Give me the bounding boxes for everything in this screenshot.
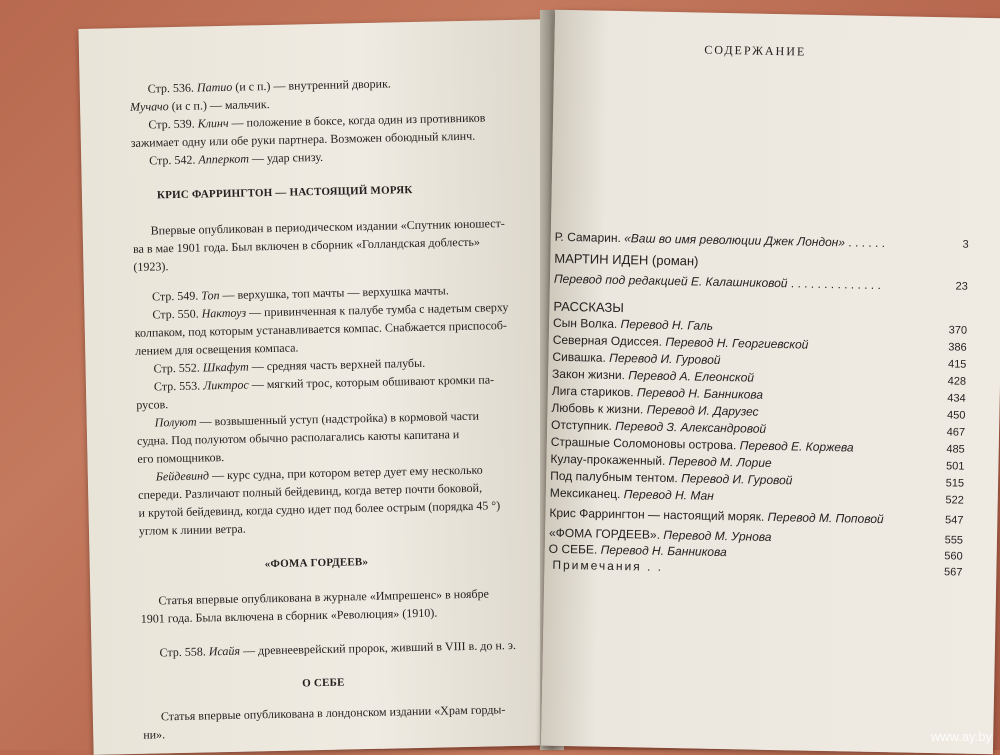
toc-page-number: 501 xyxy=(924,460,964,473)
toc-title: Кулау-прокаженный. xyxy=(550,452,665,468)
toc-entry xyxy=(551,401,758,419)
note-text: углом к линии ветра. xyxy=(139,522,246,538)
toc-page-number: 434 xyxy=(926,392,966,405)
note-term: Нактоуз xyxy=(202,306,247,321)
toc-entry xyxy=(549,506,883,526)
note-line xyxy=(135,318,507,340)
toc-entry xyxy=(551,418,766,436)
toc-entry xyxy=(549,542,727,559)
toc-entry xyxy=(550,469,793,488)
note-term: Исайя xyxy=(209,644,241,659)
note-line xyxy=(130,97,270,114)
note-text: — положение в боксе, когда один из противников xyxy=(228,111,485,130)
note-text: судна. Под полуютом обычно располагались каюты капитана и xyxy=(137,427,459,448)
note-text: зажимает одну или обе руки партнера. Возможен обоюдный клинч. xyxy=(131,129,476,150)
toc-title: Страшные Соломоновы острова. xyxy=(551,435,737,453)
toc-entry xyxy=(555,230,886,250)
contents-title: СОДЕРЖАНИЕ xyxy=(704,43,806,59)
toc-entry xyxy=(552,384,764,402)
toc-translator: Перевод И. Гуровой xyxy=(606,351,721,367)
toc-page-number: 555 xyxy=(923,534,963,547)
toc-translator: Перевод И. Гуровой xyxy=(678,471,793,487)
toc-title: Мексиканец. xyxy=(550,486,621,501)
toc-page-number: 415 xyxy=(926,358,966,371)
toc-page-number: 370 xyxy=(927,324,967,337)
note-text: КРИС ФАРРИНГТОН — НАСТОЯЩИЙ МОРЯК xyxy=(157,184,413,201)
note-prefix: Стр. 553. xyxy=(154,378,204,393)
toc-page-number: 467 xyxy=(925,426,965,439)
toc-title: Примечания xyxy=(552,558,642,574)
toc-page-number: 3 xyxy=(929,238,969,251)
note-text: и крутой бейдевинд, когда судно идет под более острым (порядка 45 °) xyxy=(138,498,500,520)
toc-page-number: 428 xyxy=(926,375,966,388)
note-prefix: Стр. 539. xyxy=(148,117,198,132)
note-text: спереди. Различают полный бейдевинд, когда ветер почти боковой, xyxy=(138,481,482,502)
note-prefix: Стр. 558. xyxy=(159,644,209,659)
toc-entry xyxy=(552,350,720,367)
toc-leader-dots: . . xyxy=(642,559,664,573)
note-text: Статья впервые опубликована в лондонском издании «Храм горды- xyxy=(161,702,506,723)
note-prefix: Стр. 550. xyxy=(152,306,202,321)
note-text: Статья впервые опубликована в журнале «Импрешенс» в ноябре xyxy=(158,587,489,608)
note-text: О СЕБЕ xyxy=(302,677,345,690)
note-line xyxy=(141,606,438,626)
note-text: — курс судна, при котором ветер дует ему несколько xyxy=(209,463,483,483)
note-line xyxy=(138,498,500,520)
toc-page-number: 522 xyxy=(924,494,964,507)
note-term: Полуют xyxy=(155,415,197,430)
note-text: 1901 года. Была включена в сборник «Революция» (1910). xyxy=(141,606,438,626)
note-line xyxy=(161,702,506,723)
toc-page-number: 386 xyxy=(927,341,967,354)
note-line xyxy=(137,450,224,466)
toc-title: Крис Фаррингтон — настоящий моряк. xyxy=(549,506,764,524)
section-heading xyxy=(302,676,345,691)
toc-entry xyxy=(549,526,772,544)
toc-entry xyxy=(553,333,809,352)
toc-translator: Перевод З. Александровой xyxy=(612,419,767,436)
note-prefix: Стр. 536. xyxy=(148,81,198,96)
section-heading xyxy=(265,555,369,571)
toc-title: РАССКАЗЫ xyxy=(553,299,624,315)
note-line xyxy=(154,372,494,393)
note-text: лением для освещения компаса. xyxy=(135,340,299,357)
note-term: Клинч xyxy=(198,116,229,131)
left-book-page xyxy=(78,19,563,755)
toc-page-number: 450 xyxy=(925,409,965,422)
note-line xyxy=(133,259,168,274)
note-line xyxy=(153,356,425,376)
toc-entry xyxy=(552,558,663,574)
toc-entry xyxy=(550,452,771,470)
toc-translator: Перевод А. Елеонской xyxy=(625,368,754,384)
note-line xyxy=(149,150,323,168)
toc-title: Любовь к жизни. xyxy=(551,401,643,417)
note-text: (и с п.) — внутренний дворик. xyxy=(232,76,391,93)
note-line xyxy=(138,481,482,502)
toc-translator: Перевод М. Поповой xyxy=(764,510,884,526)
note-line xyxy=(139,522,246,538)
toc-page-number: 560 xyxy=(923,550,963,563)
toc-translator: Перевод под редакцией Е. Калашниковой xyxy=(554,272,788,290)
toc-title: Отступник. xyxy=(551,418,612,433)
note-text: ни». xyxy=(143,727,165,741)
toc-entry xyxy=(550,486,714,503)
toc-entry xyxy=(551,435,854,455)
note-text: русов. xyxy=(136,397,168,412)
note-line xyxy=(156,463,483,484)
note-line xyxy=(152,283,449,303)
toc-title: Р. Самарин. xyxy=(555,230,621,245)
toc-title: МАРТИН ИДЕН (роман) xyxy=(554,251,698,269)
note-text: «ФОМА ГОРДЕЕВ» xyxy=(265,556,369,570)
note-line xyxy=(136,397,168,412)
note-text: — древнееврейский пророк, живший в VIII в. до н. э. xyxy=(240,638,516,658)
note-term: Патио xyxy=(197,80,233,95)
toc-entry xyxy=(554,272,881,292)
note-line xyxy=(143,727,165,741)
note-text: Впервые опубликован в периодическом издании «Спутник юношест- xyxy=(151,216,505,237)
note-line xyxy=(148,76,391,95)
toc-translator: Перевод М. Лорие xyxy=(665,454,772,470)
note-line xyxy=(158,587,489,608)
note-text: — возвышенный уступ (надстройка) в кормовой части xyxy=(196,409,479,429)
toc-entry xyxy=(554,252,698,269)
note-prefix: Стр. 549. xyxy=(152,288,202,303)
toc-title: Под палубным тентом. xyxy=(550,469,678,485)
toc-title: О СЕБЕ. xyxy=(549,542,598,557)
toc-page-number: 485 xyxy=(925,443,965,456)
toc-title: Сивашка. xyxy=(552,350,606,365)
toc-translator: Перевод И. Дарузес xyxy=(643,402,759,418)
note-text: его помощников. xyxy=(137,450,224,466)
note-line xyxy=(135,340,299,357)
note-term: Бейдевинд xyxy=(156,468,209,483)
toc-page-number: 547 xyxy=(923,514,963,527)
note-text: — верхушка, топ мачты — верхушка мачты. xyxy=(219,283,449,302)
note-prefix: Стр. 542. xyxy=(149,153,199,168)
toc-translator: Перевод Н. Георгиевской xyxy=(662,335,809,352)
toc-title: Сын Волка. xyxy=(553,316,617,331)
note-text: — удар снизу. xyxy=(249,150,323,166)
note-prefix: Стр. 552. xyxy=(153,360,203,375)
section-heading xyxy=(157,183,413,202)
note-line xyxy=(155,409,480,430)
note-term: Ликтрос xyxy=(203,378,249,393)
toc-translator: Перевод Е. Коржева xyxy=(736,438,854,454)
note-text: (и с п.) — мальчик. xyxy=(169,97,270,113)
note-text: ва в мае 1901 года. Был включен в сборник «Голландская доблесть» xyxy=(133,235,480,256)
toc-leader-dots: . . . . . . xyxy=(845,235,885,250)
toc-title: Закон жизни. xyxy=(552,367,625,382)
toc-title: Лига стариков. xyxy=(552,384,634,400)
note-text: — средняя часть верхней палубы. xyxy=(249,356,426,374)
note-term: Топ xyxy=(201,288,220,302)
note-line xyxy=(131,129,476,150)
note-text: — мягкий трос, которым обшивают кромки па- xyxy=(249,372,495,391)
toc-entry xyxy=(552,367,754,385)
toc-title: «ФОМА ГОРДЕЕВ». xyxy=(549,526,660,542)
right-book-page xyxy=(541,10,1000,755)
toc-translator: Перевод Н. Банникова xyxy=(597,543,727,559)
note-text: колпаком, под которым устанавливается компас. Снабжается приспособ- xyxy=(135,318,507,340)
toc-translator: «Ваш во имя революции Джек Лондон» xyxy=(621,231,845,249)
note-term: Апперкот xyxy=(198,151,249,166)
toc-leader-dots: . . . . . . . . . . . . . . xyxy=(787,276,881,292)
toc-page-number: 23 xyxy=(928,280,968,293)
note-line xyxy=(133,235,480,256)
toc-entry xyxy=(553,300,624,315)
note-term: Шкафут xyxy=(203,360,249,375)
toc-translator: Перевод Н. Галь xyxy=(617,317,713,333)
note-text: (1923). xyxy=(133,259,168,274)
toc-page-number: 515 xyxy=(924,477,964,490)
watermark-text: www.ay.by xyxy=(931,729,992,744)
note-line xyxy=(137,427,459,448)
toc-title: Северная Одиссея. xyxy=(553,333,663,349)
note-text: — привинченная к палубе тумба с надетым сверху xyxy=(246,300,509,319)
toc-translator: Перевод Н. Ман xyxy=(620,487,714,503)
toc-translator: Перевод М. Урнова xyxy=(660,528,772,544)
toc-translator: Перевод Н. Банникова xyxy=(634,385,764,401)
toc-page-number: 567 xyxy=(922,566,962,579)
note-term: Мучачо xyxy=(130,99,169,114)
note-line xyxy=(148,111,485,132)
toc-entry xyxy=(553,316,713,333)
note-line xyxy=(159,638,516,659)
